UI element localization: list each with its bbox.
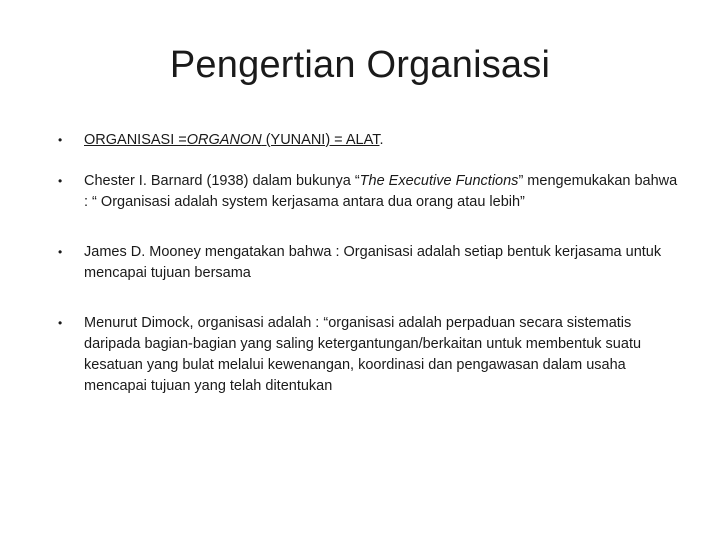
bullet-item-mooney — [58, 242, 678, 284]
bullet1-text-a: ORGANISASI = — [84, 132, 187, 148]
bullet4-text: Menurut Dimock, organisasi adalah : “organisasi adalah perpaduan secara sistematis daripada bagian-bagian yang saling ketergantungan/berkaitan untuk membentuk suatu kesatuan yang bulat melalui kewenangan, koordinasi dan pengawasan dalam usaha mencapai tujuan yang telah ditentukan — [84, 315, 642, 394]
bullet2-text-c: ” mengemukakan bahwa : “ Organisasi adalah system kerjasama antara dua orang atau lebih” — [84, 173, 678, 210]
bullet-icon: • — [58, 245, 63, 259]
bullet-item-dimock — [58, 313, 678, 397]
slide-title: Pengertian Organisasi — [169, 44, 551, 86]
bullet-item-barnard — [58, 171, 678, 213]
bullet2-text-b: The Executive Functions — [359, 173, 519, 189]
bullet1-text-b: ORGANON — [186, 132, 262, 148]
bullet-icon: • — [58, 316, 63, 330]
bullet2-text-a: Chester I. Barnard (1938) dalam bukunya “ — [84, 173, 360, 189]
bullet-list — [58, 130, 678, 397]
bullet-item-definition — [58, 130, 678, 151]
bullet1-text-c: (YUNANI) = ALAT — [261, 132, 380, 148]
bullet3-text: James D. Mooney mengatakan bahwa : Organisasi adalah setiap bentuk kerjasama untuk mencapai tujuan bersama — [84, 244, 662, 281]
bullet-icon: • — [58, 133, 63, 147]
bullet-icon: • — [58, 174, 63, 188]
bullet1-text-d: . — [379, 132, 384, 148]
